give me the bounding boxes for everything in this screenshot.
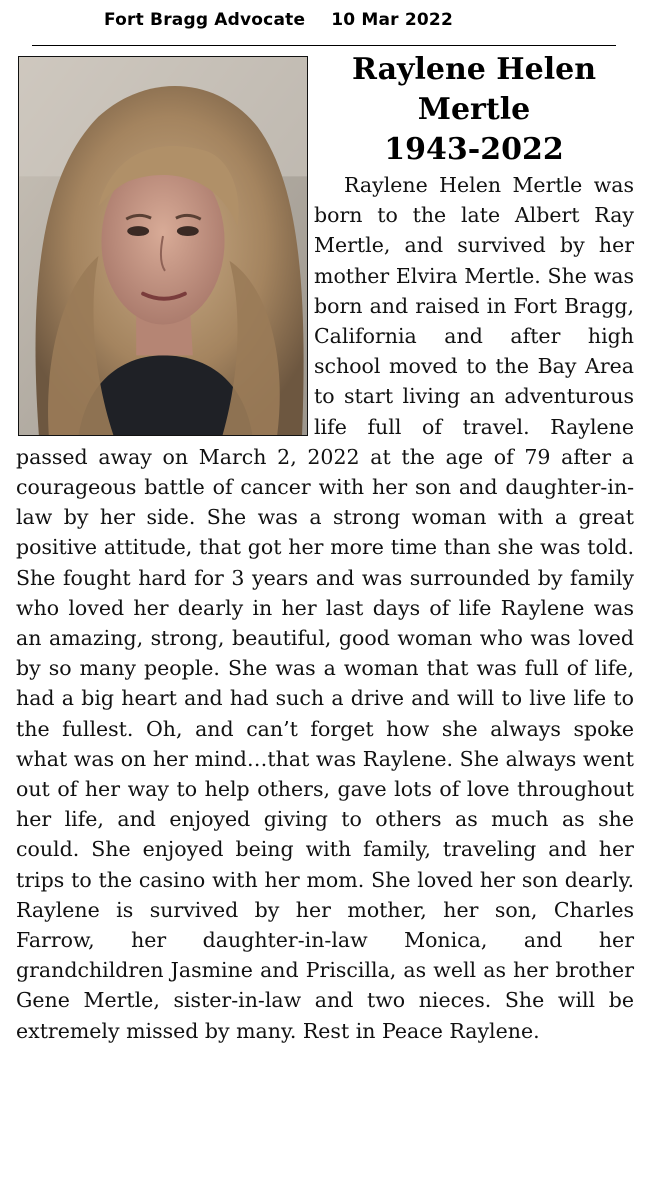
name-line-2: Mertle xyxy=(417,92,531,127)
name-line-1: Raylene Helen xyxy=(351,52,597,87)
life-years: 1943-2022 xyxy=(384,132,564,167)
photo-wrap-spacer xyxy=(16,170,314,432)
obituary-paragraph: Raylene Helen Mertle was born to the late Albert Ray Mertle, and survived by her mother Elvira Mertle. She was born and raised in Fort Bragg, California and after high school moved to the Bay Area to start living an adventurous life full of travel. Raylene passed away on March 2, 2022 at the age of 79 after a courageous battle of cancer with her son and daughter-in-law by her side. She was a strong woman with a great positive attitude, that got her more time than she was told. She fought hard for 3 years and was surrounded by family who loved her dearly in her last days of life Raylene was an amazing, strong, beautiful, good woman who was loved by so many people. She was a woman that was full of life, had a big heart and had such a drive and will to live life to the fullest. Oh, and can’t forget how she always spoke what was on her mind…that was Raylene. She always went out of her way to help others, gave lots of love throughout her life, and enjoyed giving to others as much as she could. She enjoyed being with family, traveling and her trips to the casino with her mom. She loved her son dearly. Raylene is survived by her mother, her son, Charles Farrow, her daughter-in-law Monica, and her grandchildren Jasmine and Priscilla, as well as her brother Gene Mertle, sister-in-law and two nieces. She will be extremely missed by many. Rest in Peace Raylene. xyxy=(16,173,634,1043)
publication-date: 10 Mar 2022 xyxy=(331,10,453,30)
obituary-title xyxy=(314,50,634,170)
obituary-body xyxy=(16,170,634,1046)
masthead xyxy=(104,10,453,30)
header-rule xyxy=(32,45,616,46)
publication-name: Fort Bragg Advocate xyxy=(104,10,306,30)
